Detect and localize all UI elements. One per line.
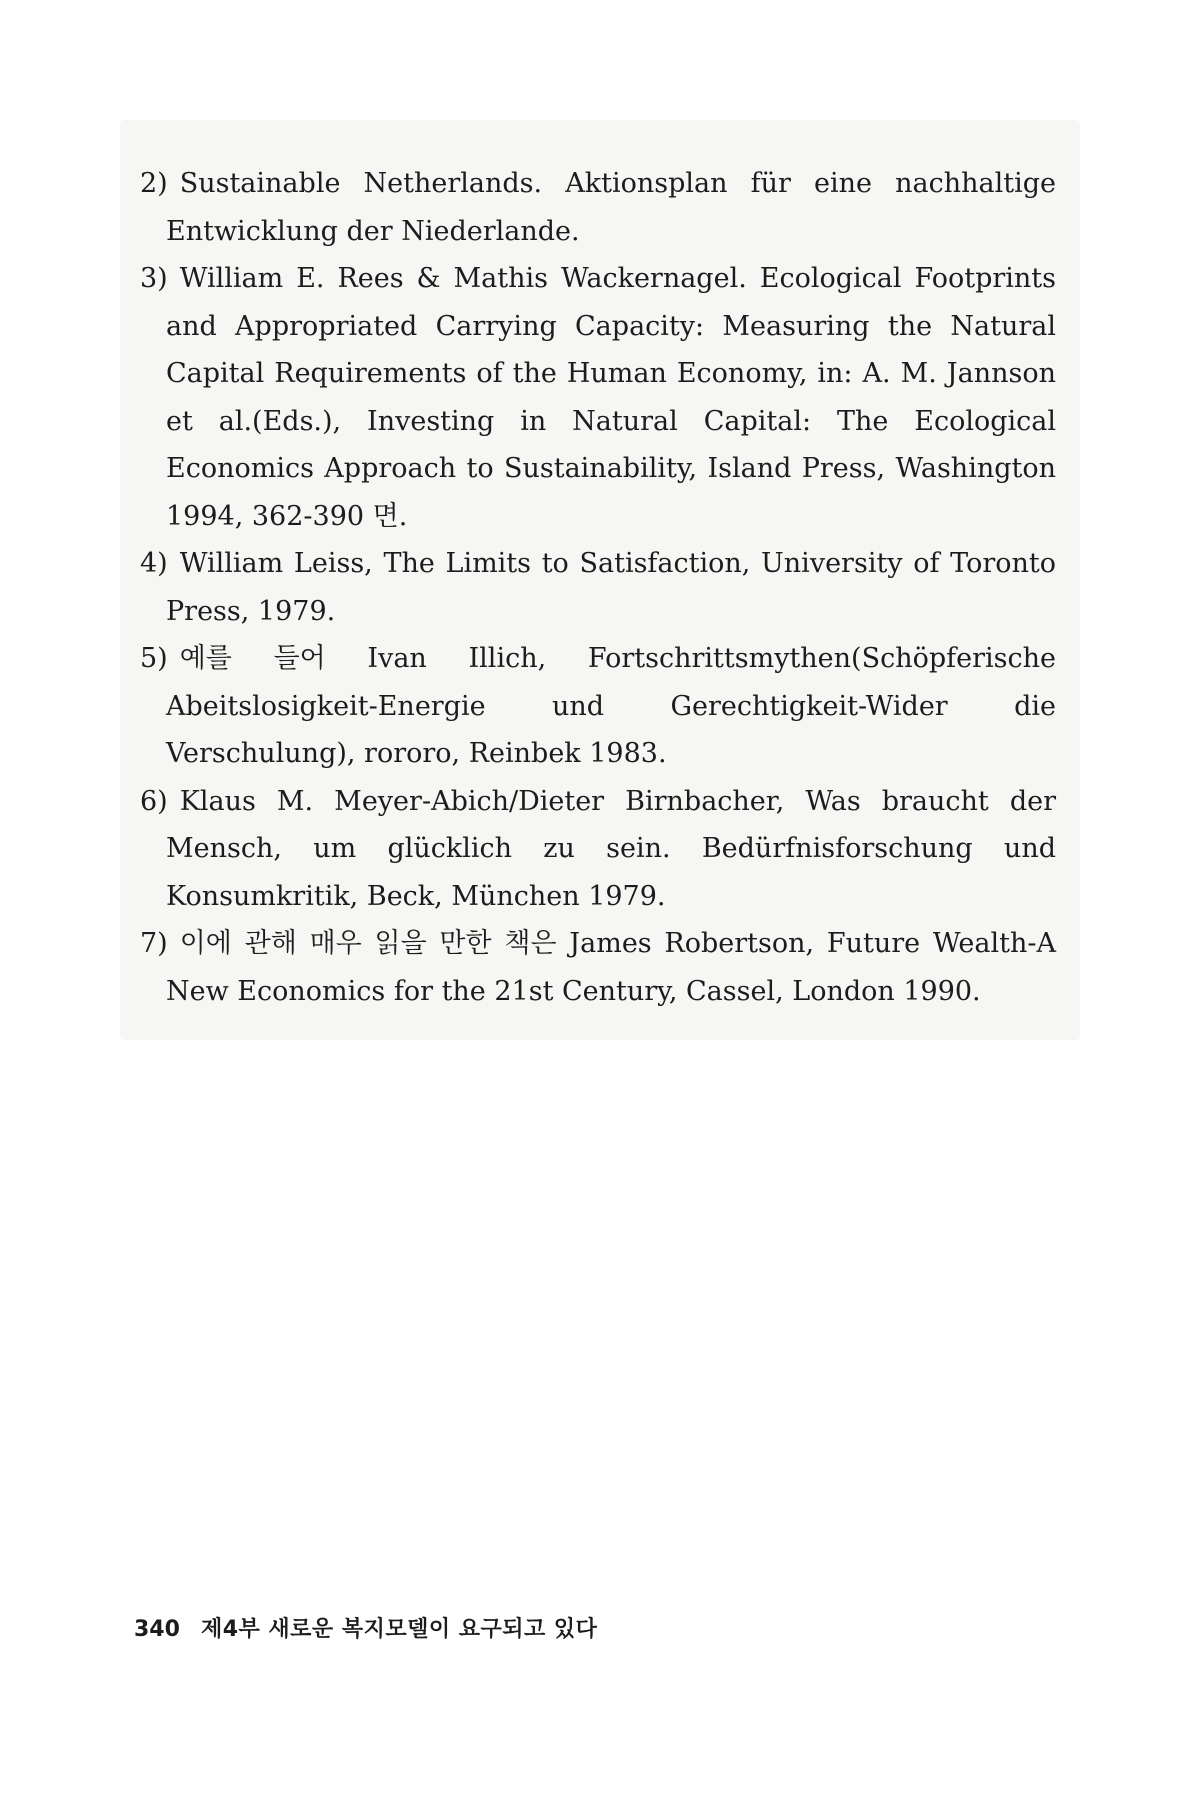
page-number: 340 xyxy=(134,1617,180,1642)
running-title: 제4부 새로운 복지모델이 요구되고 있다 xyxy=(200,1617,598,1642)
endnote-4 xyxy=(140,540,1056,635)
endnote-number: 6) xyxy=(140,785,168,817)
endnote-number: 2) xyxy=(140,168,168,199)
endnote-5 xyxy=(140,635,1056,778)
endnote-3 xyxy=(140,255,1056,540)
endnote-number: 7) xyxy=(140,928,168,959)
endnote-number: 3) xyxy=(140,263,168,294)
endnote-7 xyxy=(140,920,1056,1015)
endnote-text: William E. Rees & Mathis Wackernagel. Ecological Footprints and Appropriated Carrying Capacity: Measuring the Natural Capital Requirements of the Human Economy, in: A. M. Jannson et al.(Eds.), Investing in Natural Capital: The Ecological Economics Approach to Sustainability, Island Press, Washington 1994, 362-390 면. xyxy=(166,263,1056,532)
endnote-6 xyxy=(140,778,1056,921)
endnote-number: 5) xyxy=(140,643,168,674)
endnote-number: 4) xyxy=(140,548,168,579)
endnote-2 xyxy=(140,160,1056,255)
endnote-text: Klaus M. Meyer-Abich/Dieter Birnbacher, Was braucht der Mensch, um glücklich zu sein. Bedürfnisforschung und Konsumkritik, Beck, München 1979. xyxy=(166,785,1056,912)
endnote-text: William Leiss, The Limits to Satisfaction, University of Toronto Press, 1979. xyxy=(166,548,1056,627)
endnote-text: 이에 관해 매우 읽을 만한 책은 James Robertson, Future Wealth-A New Economics for the 21st Century, Cassel, London 1990. xyxy=(166,928,1056,1007)
page-footer xyxy=(134,1612,597,1643)
endnotes-list xyxy=(140,160,1056,1015)
endnote-text: 예를 들어 Ivan Illich, Fortschrittsmythen(Schöpferische Abeitslosigkeit-Energie und Gerechtigkeit-Wider die Verschulung), rororo, Reinbek 1983. xyxy=(166,643,1056,769)
endnote-text: Sustainable Netherlands. Aktionsplan für eine nachhaltige Entwicklung der Niederlande. xyxy=(166,168,1056,247)
